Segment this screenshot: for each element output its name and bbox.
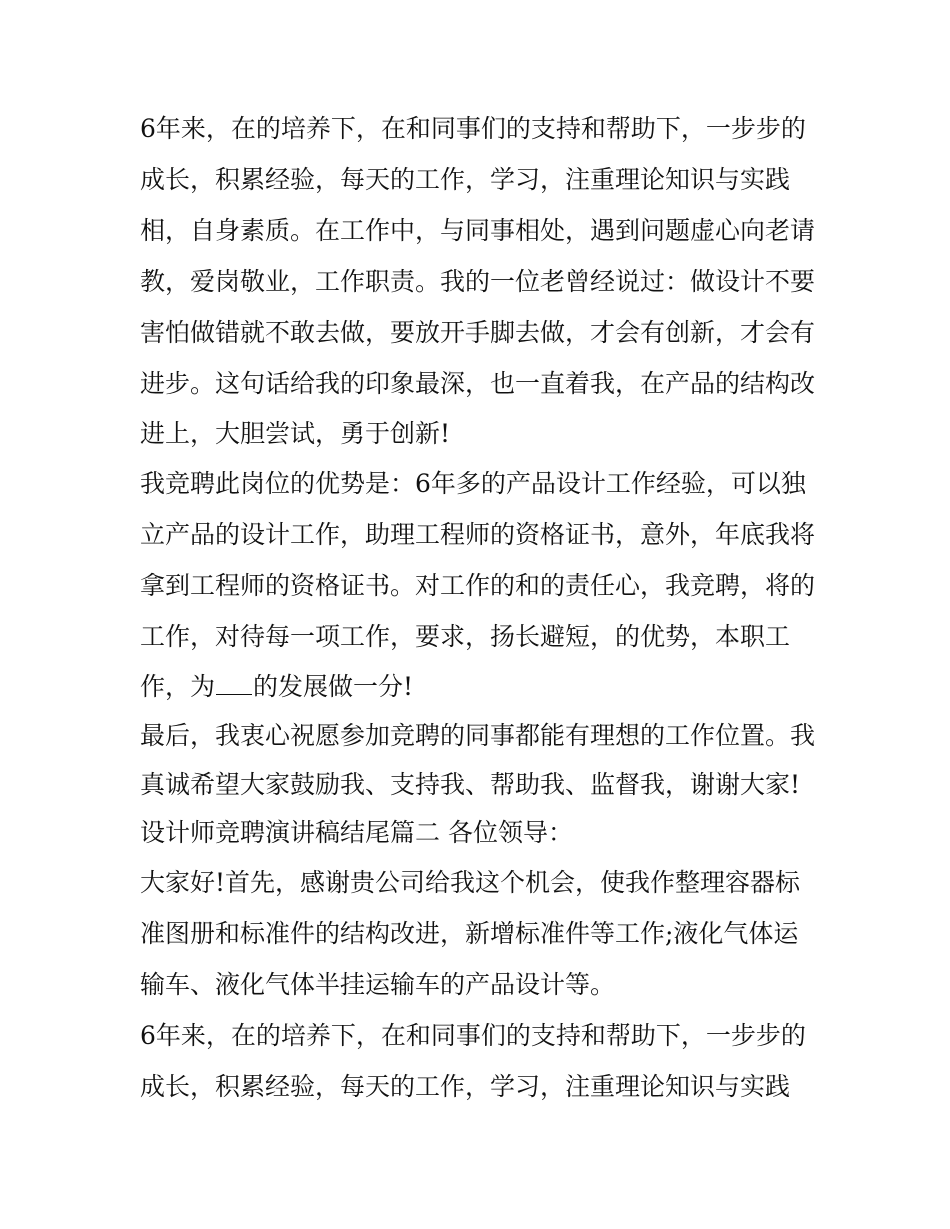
text-line: 输车、液化气体半挂运输车的产品设计等。 bbox=[140, 970, 616, 999]
text-line: 成长，积累经验，每天的工作，学习，注重理论知识与实践 bbox=[140, 1072, 791, 1101]
blank-line-prefix: 作，为 bbox=[140, 672, 216, 701]
text-line: 拿到工程师的资格证书。对工作的和的责任心，我竞聘，将的 bbox=[140, 571, 816, 600]
text-line: 最后，我衷心祝愿参加竞聘的同事都能有理想的工作位置。我 bbox=[140, 721, 816, 750]
text-line: 教，爱岗敬业，工作职责。我的一位老曾经说过：做设计不要 bbox=[140, 267, 816, 296]
blank-line-suffix: 的发展做一分! bbox=[253, 672, 414, 701]
text-line: 害怕做错就不敢去做，要放开手脚去做，才会有创新，才会有 bbox=[140, 318, 816, 347]
text-line: 进上，大胆尝试，勇于创新! bbox=[140, 419, 451, 448]
fill-in-blank bbox=[216, 676, 252, 695]
section-heading: 设计师竞聘演讲稿结尾篇二 各位领导： bbox=[140, 818, 573, 847]
text-line: 立产品的设计工作，助理工程师的资格证书，意外，年底我将 bbox=[140, 520, 816, 549]
text-line: 6年来，在的培养下，在和同事们的支持和帮助下，一步步的 bbox=[140, 1021, 806, 1050]
text-line-with-blank bbox=[140, 662, 830, 711]
text-line: 成长，积累经验，每天的工作，学习，注重理论知识与实践 bbox=[140, 165, 791, 194]
text-line: 工作，对待每一项工作，要求，扬长避短，的优势，本职工 bbox=[140, 622, 791, 651]
text-line: 准图册和标准件的结构改进，新增标准件等工作;液化气体运 bbox=[140, 919, 799, 948]
text-line: 大家好!首先，感谢贵公司给我这个机会，使我作整理容器标 bbox=[140, 868, 801, 897]
text-line: 相，自身素质。在工作中，与同事相处，遇到问题虚心向老请 bbox=[140, 216, 816, 245]
text-line: 6年来，在的培养下，在和同事们的支持和帮助下，一步步的 bbox=[140, 114, 806, 143]
document-body bbox=[140, 103, 830, 1112]
text-line: 我竞聘此岗位的优势是：6年多的产品设计工作经验，可以独 bbox=[140, 469, 806, 498]
text-line: 进步。这句话给我的印象最深，也一直着我，在产品的结构改 bbox=[140, 369, 816, 398]
text-line: 真诚希望大家鼓励我、支持我、帮助我、监督我，谢谢大家! bbox=[140, 770, 801, 799]
